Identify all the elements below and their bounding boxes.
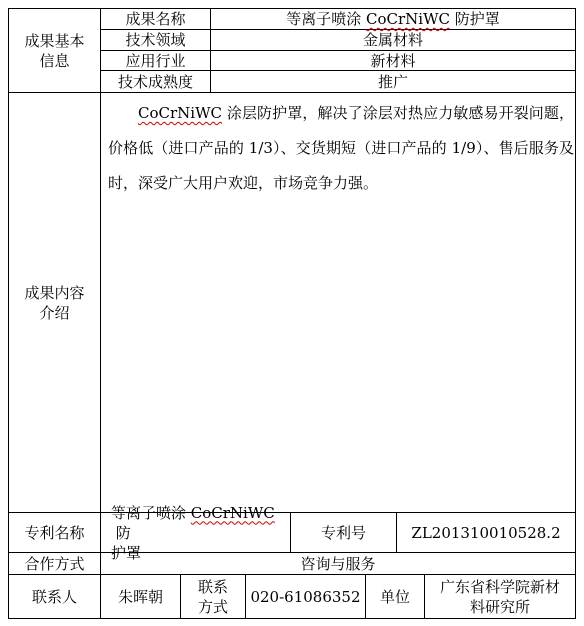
unit-value-line1: 广东省科学院新材 — [439, 577, 560, 596]
contact-method-line2: 方式 — [197, 597, 228, 616]
contact-person-value: 朱晖朝 — [117, 587, 163, 606]
patent-number-label: 专利号 — [320, 523, 366, 542]
achievement-name-code: CoCrNiWC — [366, 10, 450, 28]
rule-right — [575, 8, 576, 619]
tech-field-value: 金属材料 — [362, 31, 423, 49]
unit-label: 单位 — [379, 587, 410, 606]
patent-name-label: 专利名称 — [24, 523, 85, 542]
industry-value: 新材料 — [370, 51, 416, 70]
basic-info-section-label — [9, 9, 100, 92]
cooperation-value: 咨询与服务 — [300, 554, 376, 573]
content-body: 涂层防护罩，解决了涂层对热应力敏感易开裂问题，价格低（进口产品的 1/3）、交货期短（进口产品的 1/9）、售后服务及时，深受广大用户欢迎，市场竞争力强。 — [108, 104, 574, 192]
unit-value-line2: 料研究所 — [469, 597, 530, 616]
patent-name-line1 — [111, 503, 290, 543]
maturity-label: 技术成熟度 — [117, 72, 193, 91]
contact-method-label — [181, 575, 245, 618]
content-description — [108, 96, 574, 201]
basic-info-label-line1: 成果基本 — [24, 31, 85, 50]
patent-name-prefix: 等离子喷涂 — [111, 503, 191, 522]
rule-content-divider — [100, 92, 101, 513]
content-section-label — [9, 93, 100, 512]
patent-number-value: ZL201310010528.2 — [411, 523, 561, 542]
maturity-value: 推广 — [377, 72, 408, 91]
patent-name-line2: 护罩 — [111, 543, 142, 562]
industry-label: 应用行业 — [125, 51, 186, 70]
cooperation-label: 合作方式 — [24, 554, 85, 573]
achievement-name-suffix: 防护罩 — [449, 10, 500, 28]
content-code: CoCrNiWC — [138, 104, 222, 122]
contact-phone-value: 020-61086352 — [250, 587, 361, 606]
content-label-line2: 介绍 — [39, 303, 70, 322]
tech-field-label: 技术领域 — [125, 31, 186, 49]
contact-method-line1: 联系 — [197, 577, 228, 596]
patent-name-code: CoCrNiWC — [190, 503, 275, 522]
content-label-line1: 成果内容 — [24, 283, 85, 302]
unit-value — [425, 575, 575, 618]
patent-name-value — [101, 503, 290, 562]
patent-name-suffix: 防 — [111, 523, 131, 542]
basic-info-label-line2: 信息 — [39, 51, 70, 70]
rule-bottom — [8, 618, 576, 619]
achievement-name-label: 成果名称 — [125, 10, 186, 28]
contact-person-label: 联系人 — [31, 587, 77, 606]
achievement-name-prefix: 等离子喷涂 — [286, 10, 366, 28]
achievement-name-value — [211, 9, 575, 29]
